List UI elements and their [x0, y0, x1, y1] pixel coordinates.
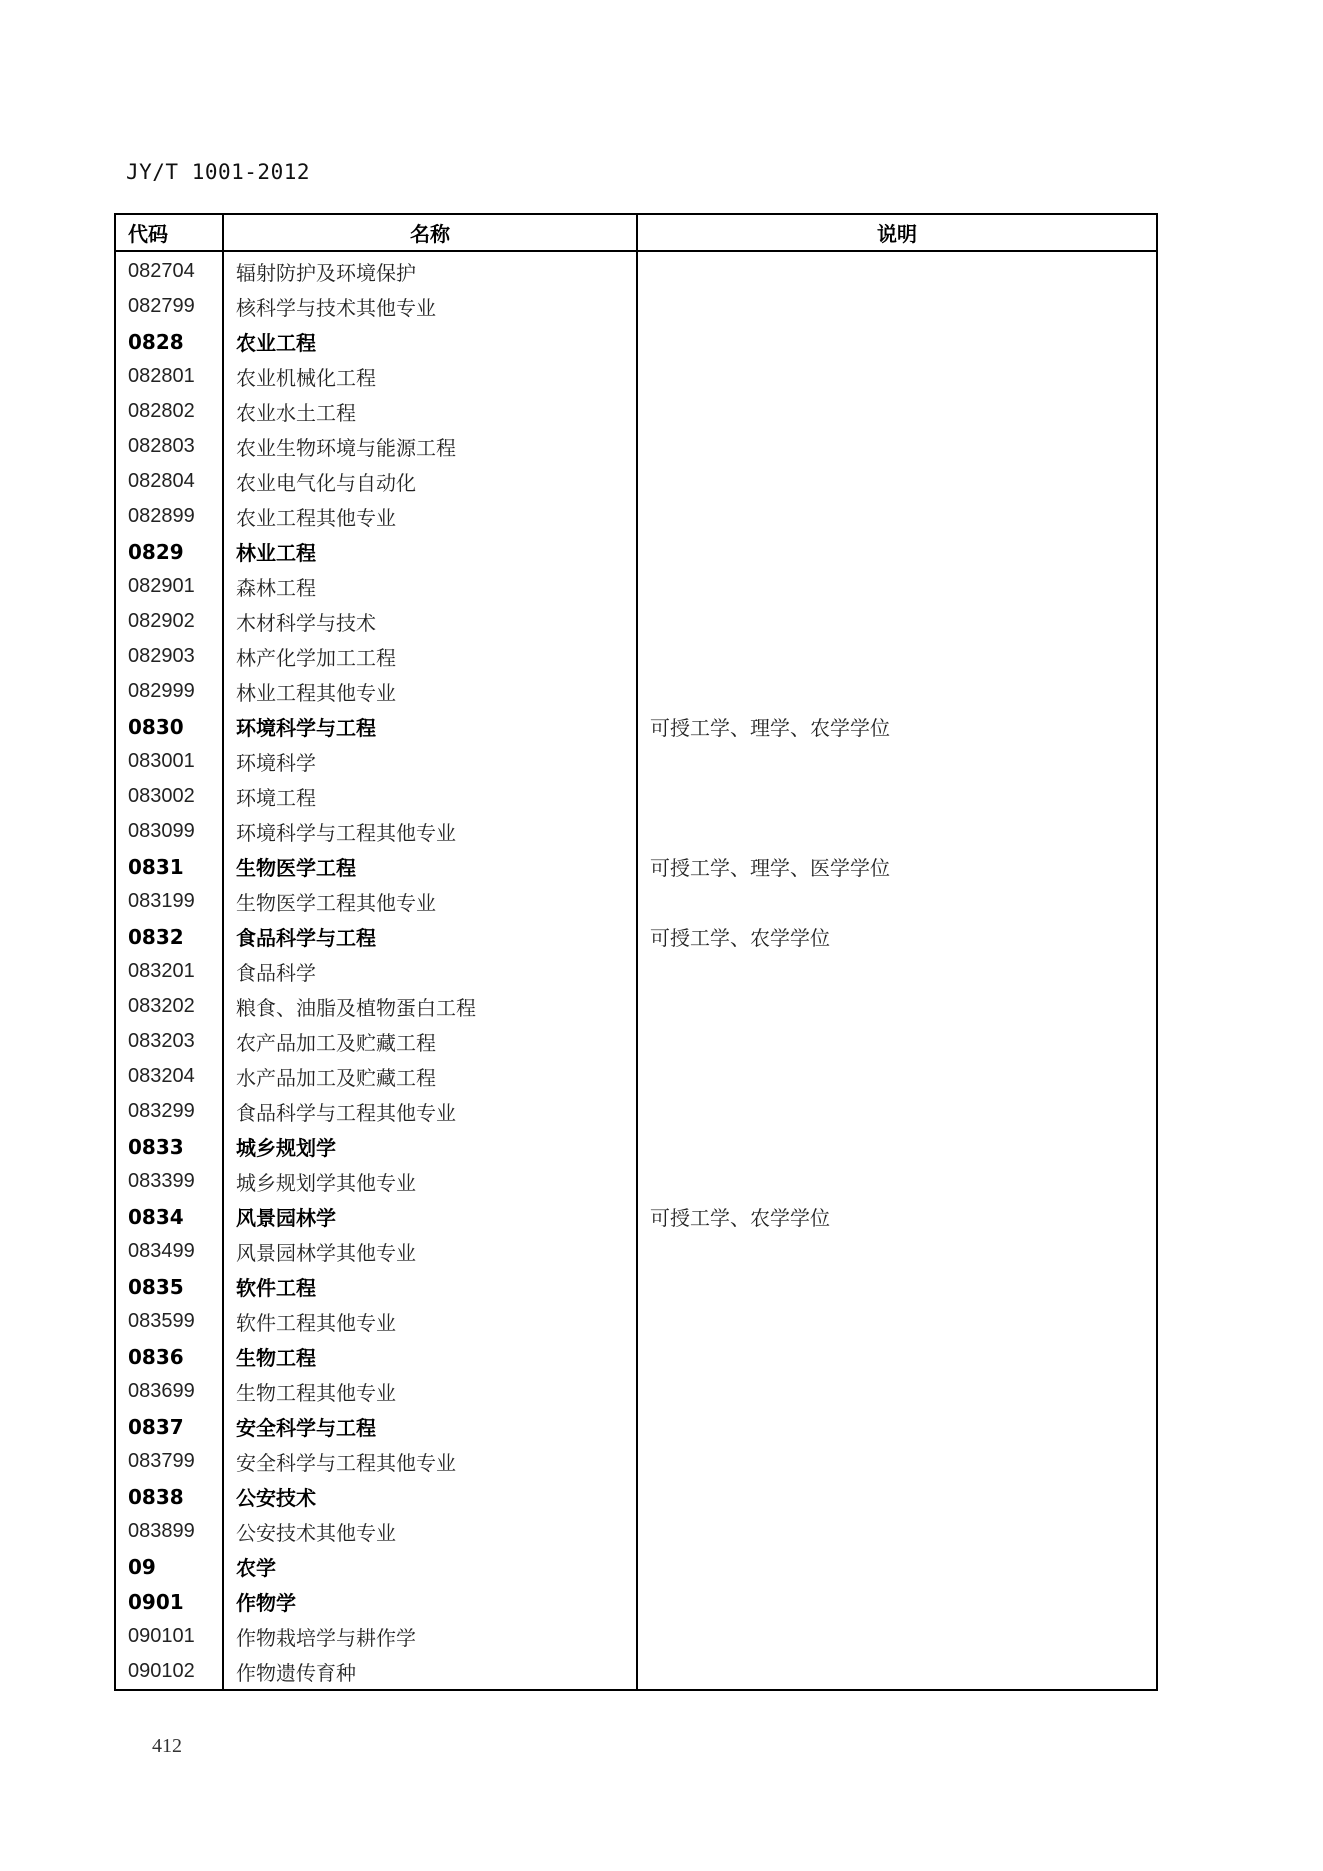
cell-note [637, 1514, 1157, 1549]
cell-note [637, 1234, 1157, 1269]
cell-name: 农学 [223, 1549, 637, 1584]
cell-note [637, 324, 1157, 359]
table-row [115, 499, 1157, 534]
table-row [115, 1304, 1157, 1339]
cell-code: 083799 [115, 1444, 223, 1479]
table-row [115, 1164, 1157, 1199]
cell-code: 083299 [115, 1094, 223, 1129]
cell-note [637, 1094, 1157, 1129]
table-row [115, 1619, 1157, 1654]
table-row [115, 1444, 1157, 1479]
cell-note [637, 1304, 1157, 1339]
cell-code: 090101 [115, 1619, 223, 1654]
cell-note [637, 1619, 1157, 1654]
cell-code: 0834 [115, 1199, 223, 1234]
cell-note: 可授工学、理学、医学学位 [637, 849, 1157, 884]
table-row [115, 1584, 1157, 1619]
cell-name: 环境科学 [223, 744, 637, 779]
cell-name: 农业电气化与自动化 [223, 464, 637, 499]
cell-code: 083001 [115, 744, 223, 779]
cell-code: 082803 [115, 429, 223, 464]
cell-name: 环境科学与工程其他专业 [223, 814, 637, 849]
cell-code: 0830 [115, 709, 223, 744]
cell-code: 083203 [115, 1024, 223, 1059]
cell-name: 林产化学加工工程 [223, 639, 637, 674]
cell-note [637, 1479, 1157, 1514]
cell-name: 农业生物环境与能源工程 [223, 429, 637, 464]
cell-name: 作物学 [223, 1584, 637, 1619]
table-row [115, 1409, 1157, 1444]
cell-note [637, 1339, 1157, 1374]
cell-name: 粮食、油脂及植物蛋白工程 [223, 989, 637, 1024]
cell-name: 软件工程其他专业 [223, 1304, 637, 1339]
table-row [115, 604, 1157, 639]
cell-code: 090102 [115, 1654, 223, 1690]
cell-code: 0833 [115, 1129, 223, 1164]
table-row [115, 709, 1157, 744]
table-row [115, 814, 1157, 849]
table-row [115, 1234, 1157, 1269]
table-row [115, 289, 1157, 324]
cell-note [637, 779, 1157, 814]
cell-code: 083199 [115, 884, 223, 919]
cell-name: 公安技术其他专业 [223, 1514, 637, 1549]
cell-note [637, 989, 1157, 1024]
cell-name: 生物工程 [223, 1339, 637, 1374]
table-row [115, 919, 1157, 954]
table-row [115, 639, 1157, 674]
table-row [115, 251, 1157, 289]
cell-note [637, 604, 1157, 639]
table-row [115, 744, 1157, 779]
cell-code: 082804 [115, 464, 223, 499]
cell-note [637, 429, 1157, 464]
cell-note [637, 394, 1157, 429]
cell-name: 环境工程 [223, 779, 637, 814]
cell-note [637, 1444, 1157, 1479]
cell-note [637, 744, 1157, 779]
column-header-code: 代码 [115, 214, 223, 251]
cell-code: 082902 [115, 604, 223, 639]
cell-note [637, 884, 1157, 919]
cell-name: 生物医学工程 [223, 849, 637, 884]
cell-name: 食品科学 [223, 954, 637, 989]
table-row [115, 1059, 1157, 1094]
cell-note [637, 954, 1157, 989]
cell-code: 083201 [115, 954, 223, 989]
table-row [115, 1514, 1157, 1549]
cell-name: 木材科学与技术 [223, 604, 637, 639]
cell-code: 0832 [115, 919, 223, 954]
cell-name: 辐射防护及环境保护 [223, 251, 637, 289]
column-header-note: 说明 [637, 214, 1157, 251]
cell-note [637, 464, 1157, 499]
cell-code: 083099 [115, 814, 223, 849]
cell-note [637, 1549, 1157, 1584]
cell-note [637, 569, 1157, 604]
table-row [115, 464, 1157, 499]
cell-note [637, 674, 1157, 709]
cell-note [637, 251, 1157, 289]
table-row [115, 1129, 1157, 1164]
cell-name: 风景园林学 [223, 1199, 637, 1234]
table-header-row [115, 214, 1157, 251]
cell-name: 农产品加工及贮藏工程 [223, 1024, 637, 1059]
cell-code: 083002 [115, 779, 223, 814]
cell-name: 安全科学与工程其他专业 [223, 1444, 637, 1479]
cell-note [637, 534, 1157, 569]
table-row [115, 1094, 1157, 1129]
cell-note [637, 1024, 1157, 1059]
cell-code: 0835 [115, 1269, 223, 1304]
cell-code: 0828 [115, 324, 223, 359]
cell-note [637, 359, 1157, 394]
cell-code: 0838 [115, 1479, 223, 1514]
cell-note [637, 1164, 1157, 1199]
cell-note [637, 1584, 1157, 1619]
cell-code: 083499 [115, 1234, 223, 1269]
cell-name: 食品科学与工程其他专业 [223, 1094, 637, 1129]
cell-note [637, 1409, 1157, 1444]
cell-code: 082704 [115, 251, 223, 289]
cell-code: 083202 [115, 989, 223, 1024]
table-row [115, 1199, 1157, 1234]
cell-name: 林业工程其他专业 [223, 674, 637, 709]
cell-name: 水产品加工及贮藏工程 [223, 1059, 637, 1094]
cell-code: 082899 [115, 499, 223, 534]
page-number: 412 [152, 1735, 182, 1757]
cell-name: 核科学与技术其他专业 [223, 289, 637, 324]
cell-code: 082799 [115, 289, 223, 324]
cell-name: 安全科学与工程 [223, 1409, 637, 1444]
table-row [115, 534, 1157, 569]
column-header-name: 名称 [223, 214, 637, 251]
cell-note [637, 814, 1157, 849]
cell-code: 083204 [115, 1059, 223, 1094]
cell-note [637, 1374, 1157, 1409]
cell-name: 城乡规划学 [223, 1129, 637, 1164]
standard-code: JY/T 1001-2012 [126, 160, 311, 184]
cell-note: 可授工学、理学、农学学位 [637, 709, 1157, 744]
table-row [115, 394, 1157, 429]
cell-name: 农业工程其他专业 [223, 499, 637, 534]
cell-name: 作物栽培学与耕作学 [223, 1619, 637, 1654]
cell-note: 可授工学、农学学位 [637, 919, 1157, 954]
cell-note [637, 1059, 1157, 1094]
table-row [115, 1339, 1157, 1374]
cell-note [637, 499, 1157, 534]
cell-code: 0837 [115, 1409, 223, 1444]
cell-note: 可授工学、农学学位 [637, 1199, 1157, 1234]
table-row [115, 1374, 1157, 1409]
cell-note [637, 1654, 1157, 1690]
cell-code: 083699 [115, 1374, 223, 1409]
cell-name: 城乡规划学其他专业 [223, 1164, 637, 1199]
table-row [115, 674, 1157, 709]
table-row [115, 1024, 1157, 1059]
cell-code: 0829 [115, 534, 223, 569]
cell-code: 082901 [115, 569, 223, 604]
cell-name: 农业工程 [223, 324, 637, 359]
table-row [115, 779, 1157, 814]
table-row [115, 324, 1157, 359]
table-body [115, 251, 1157, 1690]
cell-code: 082903 [115, 639, 223, 674]
cell-code: 082802 [115, 394, 223, 429]
table-row [115, 429, 1157, 464]
cell-note [637, 1129, 1157, 1164]
cell-code: 0901 [115, 1584, 223, 1619]
cell-code: 082801 [115, 359, 223, 394]
table-row [115, 569, 1157, 604]
discipline-code-table [114, 213, 1158, 1691]
cell-code: 083899 [115, 1514, 223, 1549]
table-row [115, 1269, 1157, 1304]
cell-note [637, 289, 1157, 324]
cell-code: 0831 [115, 849, 223, 884]
cell-name: 食品科学与工程 [223, 919, 637, 954]
cell-name: 软件工程 [223, 1269, 637, 1304]
cell-name: 森林工程 [223, 569, 637, 604]
table-row [115, 1654, 1157, 1690]
cell-code: 09 [115, 1549, 223, 1584]
cell-name: 农业水土工程 [223, 394, 637, 429]
table-row [115, 359, 1157, 394]
cell-note [637, 639, 1157, 674]
cell-code: 083599 [115, 1304, 223, 1339]
cell-name: 生物工程其他专业 [223, 1374, 637, 1409]
cell-code: 083399 [115, 1164, 223, 1199]
cell-name: 作物遗传育种 [223, 1654, 637, 1690]
cell-name: 农业机械化工程 [223, 359, 637, 394]
cell-name: 公安技术 [223, 1479, 637, 1514]
cell-code: 0836 [115, 1339, 223, 1374]
cell-name: 风景园林学其他专业 [223, 1234, 637, 1269]
cell-name: 环境科学与工程 [223, 709, 637, 744]
cell-name: 林业工程 [223, 534, 637, 569]
table-row [115, 1549, 1157, 1584]
table-row [115, 849, 1157, 884]
cell-note [637, 1269, 1157, 1304]
cell-name: 生物医学工程其他专业 [223, 884, 637, 919]
table-row [115, 884, 1157, 919]
table-row [115, 989, 1157, 1024]
cell-code: 082999 [115, 674, 223, 709]
table-row [115, 954, 1157, 989]
table-row [115, 1479, 1157, 1514]
